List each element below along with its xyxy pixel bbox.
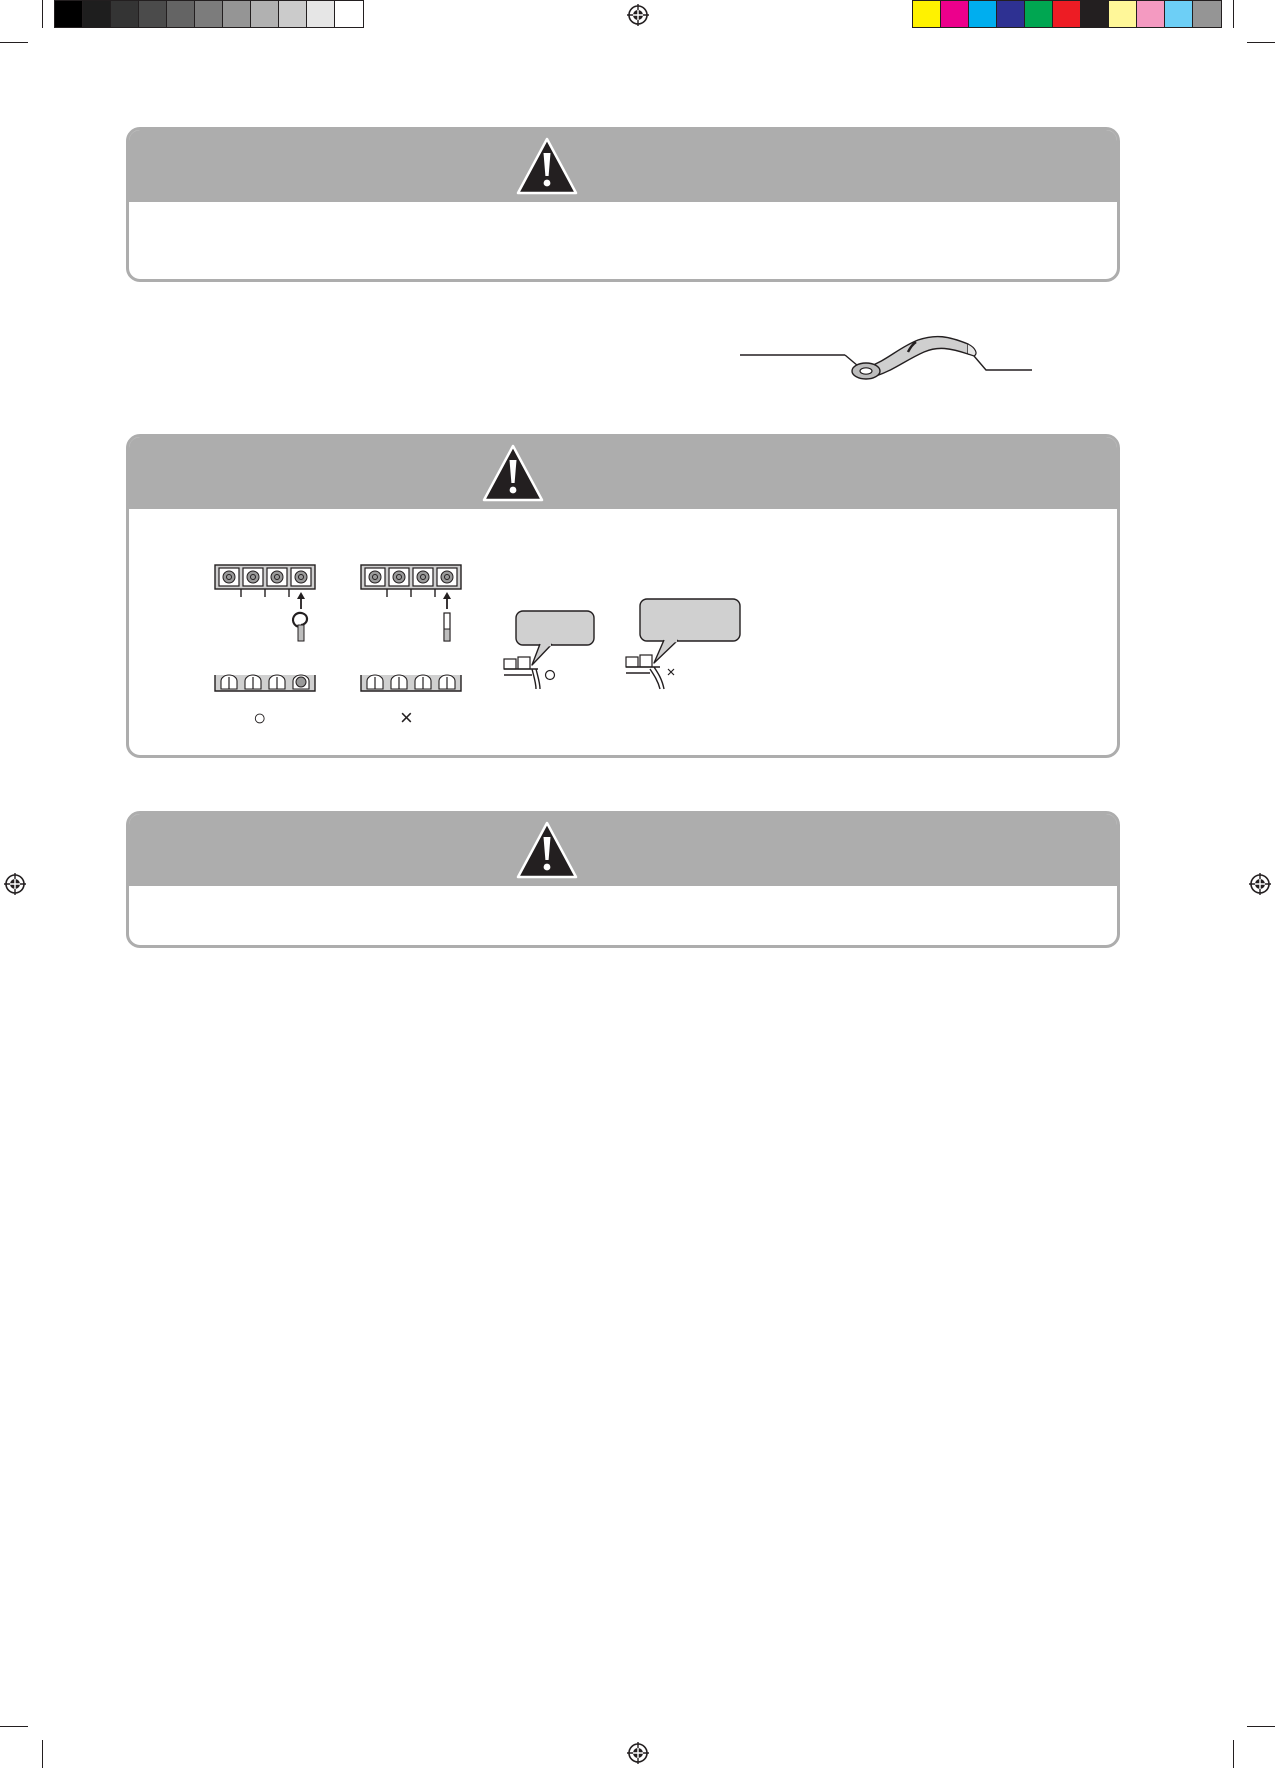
warning-triangle-icon: [516, 821, 578, 879]
wire-clamp-correct-diagram: [502, 609, 598, 699]
color-control-bar: [912, 0, 1222, 28]
crop-mark-bottom-left-h: [0, 1726, 28, 1727]
color-swatch: [1081, 1, 1109, 27]
warning-panel-body: [129, 886, 1117, 945]
color-swatch: [1193, 1, 1221, 27]
registration-mark-icon: [1249, 873, 1271, 895]
crop-mark-top-left-v: [42, 0, 43, 28]
color-swatch: [335, 1, 363, 27]
correct-mark: ○: [253, 705, 267, 730]
color-swatch: [223, 1, 251, 27]
color-swatch: [307, 1, 335, 27]
color-swatch: [1165, 1, 1193, 27]
warning-panel-body: [129, 202, 1117, 279]
color-swatch: [997, 1, 1025, 27]
warning-panel-header: [129, 437, 1117, 509]
warning-panel-header: [129, 814, 1117, 886]
color-swatch: [1109, 1, 1137, 27]
color-swatch: [279, 1, 307, 27]
gray-ramp-bar: [54, 0, 364, 28]
registration-mark-icon: [4, 873, 26, 895]
color-swatch: [139, 1, 167, 27]
crop-mark-bottom-right-v: [1233, 1740, 1234, 1768]
color-swatch: [251, 1, 279, 27]
warning-panel-body: [129, 509, 1117, 755]
color-swatch: [913, 1, 941, 27]
color-swatch: [969, 1, 997, 27]
ring-terminal-illustration: [738, 330, 1034, 386]
warning-panel-header: [129, 130, 1117, 202]
color-swatch: [195, 1, 223, 27]
color-swatch: [941, 1, 969, 27]
crop-mark-top-left-h: [0, 42, 28, 43]
warning-panel-2: [126, 434, 1120, 758]
color-swatch: [1025, 1, 1053, 27]
color-swatch: [111, 1, 139, 27]
crop-mark-bottom-left-v: [42, 1740, 43, 1768]
registration-mark-icon: [627, 1742, 649, 1764]
crop-mark-top-right-h: [1247, 42, 1275, 43]
crop-mark-bottom-right-h: [1247, 1726, 1275, 1727]
terminal-block-correct-diagram: [213, 559, 317, 709]
color-swatch: [83, 1, 111, 27]
terminal-block-wrong-diagram: [359, 559, 463, 709]
wire-clamp-wrong-diagram: [624, 597, 744, 699]
warning-triangle-icon: [516, 137, 578, 195]
registration-mark-icon: [627, 4, 649, 26]
color-swatch: [55, 1, 83, 27]
crop-mark-top-right-v: [1233, 0, 1234, 28]
color-swatch: [1053, 1, 1081, 27]
warning-panel-3: [126, 811, 1120, 948]
color-swatch: [167, 1, 195, 27]
color-swatch: [1137, 1, 1165, 27]
wrong-mark: ×: [400, 705, 413, 730]
warning-triangle-icon: [482, 444, 544, 502]
warning-panel-1: [126, 127, 1120, 282]
